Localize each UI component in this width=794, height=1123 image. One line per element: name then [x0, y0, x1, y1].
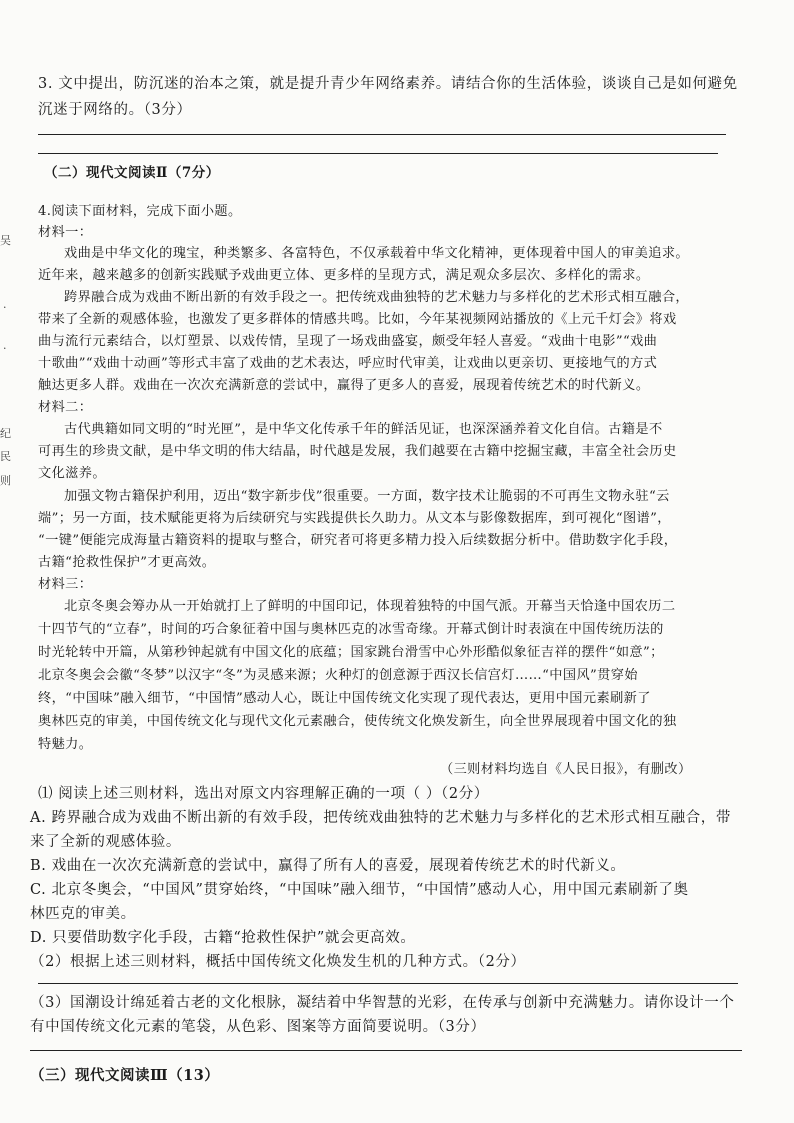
material-1-line: 跨界融合成为戏曲不断出新的有效手段之一。把传统戏曲独特的艺术魅力与多样化的艺术形式相互融合， [64, 290, 690, 305]
sub-question-2: （2）根据上述三则材料，概括中国传统文化焕发生机的几种方式。（2分） [30, 954, 526, 970]
source-note: （三则材料均选自《人民日报》，有删改） [440, 762, 692, 777]
option-c-line-1: C. 北京冬奥会，“中国风”贯穿始终，“中国味”融入细节，“中国情”感动人心，用中国元素刷新了奥 [30, 882, 689, 898]
material-2-label: 材料二： [38, 400, 93, 415]
material-2-line: 端”；另一方面，技术赋能更将为后续研究与实践提供长久助力。从文本与影像数据库，到可视化“图谱”， [38, 511, 671, 526]
margin-mark: 则 [0, 474, 11, 487]
margin-mark: 民 [0, 450, 11, 463]
margin-mark: 吴 [0, 234, 11, 247]
material-1-line: 戏曲是中华文化的瑰宝，种类繁多、各富特色，不仅承载着中华文化精神，更体现着中国人的审美追求。 [64, 246, 690, 261]
material-3-line: 奥林匹克的审美，中国传统文化与现代文化元素融合，使传统文化焕发新生，向全世界展现着中国文化的独 [38, 714, 677, 729]
option-a-line-1: A. 跨界融合成为戏曲不断出新的有效手段，把传统戏曲独特的艺术魅力与多样化的艺术形式相互融合，带 [30, 810, 731, 826]
option-b: B. 戏曲在一次次充满新意的尝试中，赢得了所有人的喜爱，展现着传统艺术的时代新义。 [30, 858, 626, 874]
material-3-line: 北京冬奥会筹办从一开始就打上了鲜明的中国印记，体现着独特的中国气派。开幕当天恰逢中国农历二 [64, 599, 676, 614]
material-2-line: “一键”便能完成海量古籍资料的提取与整合，研究者可将更多精力投入后续数据分析中。借助数字化手段， [38, 533, 678, 548]
section-3-header: （三）现代文阅读Ⅲ（13） [30, 1067, 220, 1084]
margin-mark: · [3, 342, 7, 355]
material-1-line: 带来了全新的观感体验，也激发了更多群体的情感共鸣。比如，今年某视频网站播放的《上元千灯会》将戏 [38, 312, 677, 327]
answer-line [38, 134, 726, 135]
margin-mark: 纪 [0, 427, 11, 440]
material-2-line: 文化滋养。 [38, 466, 106, 481]
answer-line [38, 153, 718, 154]
material-3-line: 终，“中国味”融入细节，“中国情”感动人心，既让中国传统文化实现了现代表达，更用中国元素刷新了 [38, 691, 651, 706]
material-2-line: 加强文物古籍保护利用，迈出“数字新步伐”很重要。一方面，数字技术让脆弱的不可再生文物永驻“云 [64, 489, 670, 504]
question-4-intro: 4.阅读下面材料，完成下面小题。 [38, 204, 242, 219]
material-1-line: 十歌曲”“戏曲十动画”等形式丰富了戏曲的艺术表达，呼应时代审美，让戏曲以更亲切、更接地气的方式 [38, 356, 658, 371]
material-2-line: 古代典籍如同文明的“时光匣”，是中华文化传承千年的鲜活见证，也深深涵养着文化自信。古籍是不 [64, 422, 663, 437]
answer-line [38, 983, 738, 984]
sub-question-3-line-1: （3）国潮设计绵延着古老的文化根脉，凝结着中华智慧的光彩，在传承与创新中充满魅力。请你设计一个 [30, 995, 735, 1011]
material-1-label: 材料一： [38, 225, 93, 240]
material-3-line: 十四节气的“立春”，时间的巧合象征着中国与奥林匹克的冰雪奇缘。开幕式倒计时表演在中国传统历法的 [38, 622, 664, 637]
option-a-line-2: 来了全新的观感体验。 [30, 834, 181, 850]
sub-question-3-line-2: 有中国传统文化元素的笔袋，从色彩、图案等方面简要说明。（3分） [30, 1019, 486, 1035]
material-3-line: 时光轮转中开篇，从第秒钟起就有中国文化的底蕴；国家跳台滑雪中心外形酷似象征吉祥的摆件“如意”； [38, 645, 664, 660]
section-2-header: （二）现代文阅读Ⅱ（7分） [44, 165, 220, 181]
material-1-line: 近年来，越来越多的创新实践赋予戏曲更立体、更多样的呈现方式，满足观众多层次、多样化的需求。 [38, 268, 650, 283]
material-1-line: 触达更多人群。戏曲在一次次充满新意的尝试中，赢得了更多人的喜爱，展现着传统艺术的时代新义。 [38, 378, 650, 393]
option-c-line-2: 林匹克的审美。 [30, 906, 136, 922]
margin-mark: · [3, 301, 7, 314]
material-2-line: 古籍“抢救性保护”才更高效。 [38, 555, 216, 570]
material-1-line: 曲与流行元素结合，以灯塑景、以戏传情，呈现了一场戏曲盛宴，颇受年轻人喜爱。“戏曲十电影”“戏曲 [38, 334, 658, 349]
question-3-line-1: 3. 文中提出，防沉迷的治本之策，就是提升青少年网络素养。请结合你的生活体验，谈谈自己是如何避免 [38, 76, 738, 92]
material-3-line: 特魅力。 [38, 737, 93, 752]
sub-question-1-stem: ⑴ 阅读上述三则材料，选出对原文内容理解正确的一项（ ）（2分） [38, 786, 489, 802]
material-2-line: 可再生的珍贵文献，是中华文明的伟大结晶，时代越是发展，我们越要在古籍中挖掘宝藏，丰富全社会历史 [38, 444, 677, 459]
question-3-line-2: 沉迷于网络的。（3分） [38, 102, 192, 118]
answer-line [30, 1050, 742, 1051]
option-d: D. 只要借助数字化手段，古籍“抢救性保护”就会更高效。 [30, 930, 416, 946]
material-3-line: 北京冬奥会会徽“冬梦”以汉字“冬”为灵感来源；火种灯的创意源于西汉长信宫灯……“中国风”贯穿始 [38, 668, 638, 683]
material-3-label: 材料三： [38, 577, 93, 592]
